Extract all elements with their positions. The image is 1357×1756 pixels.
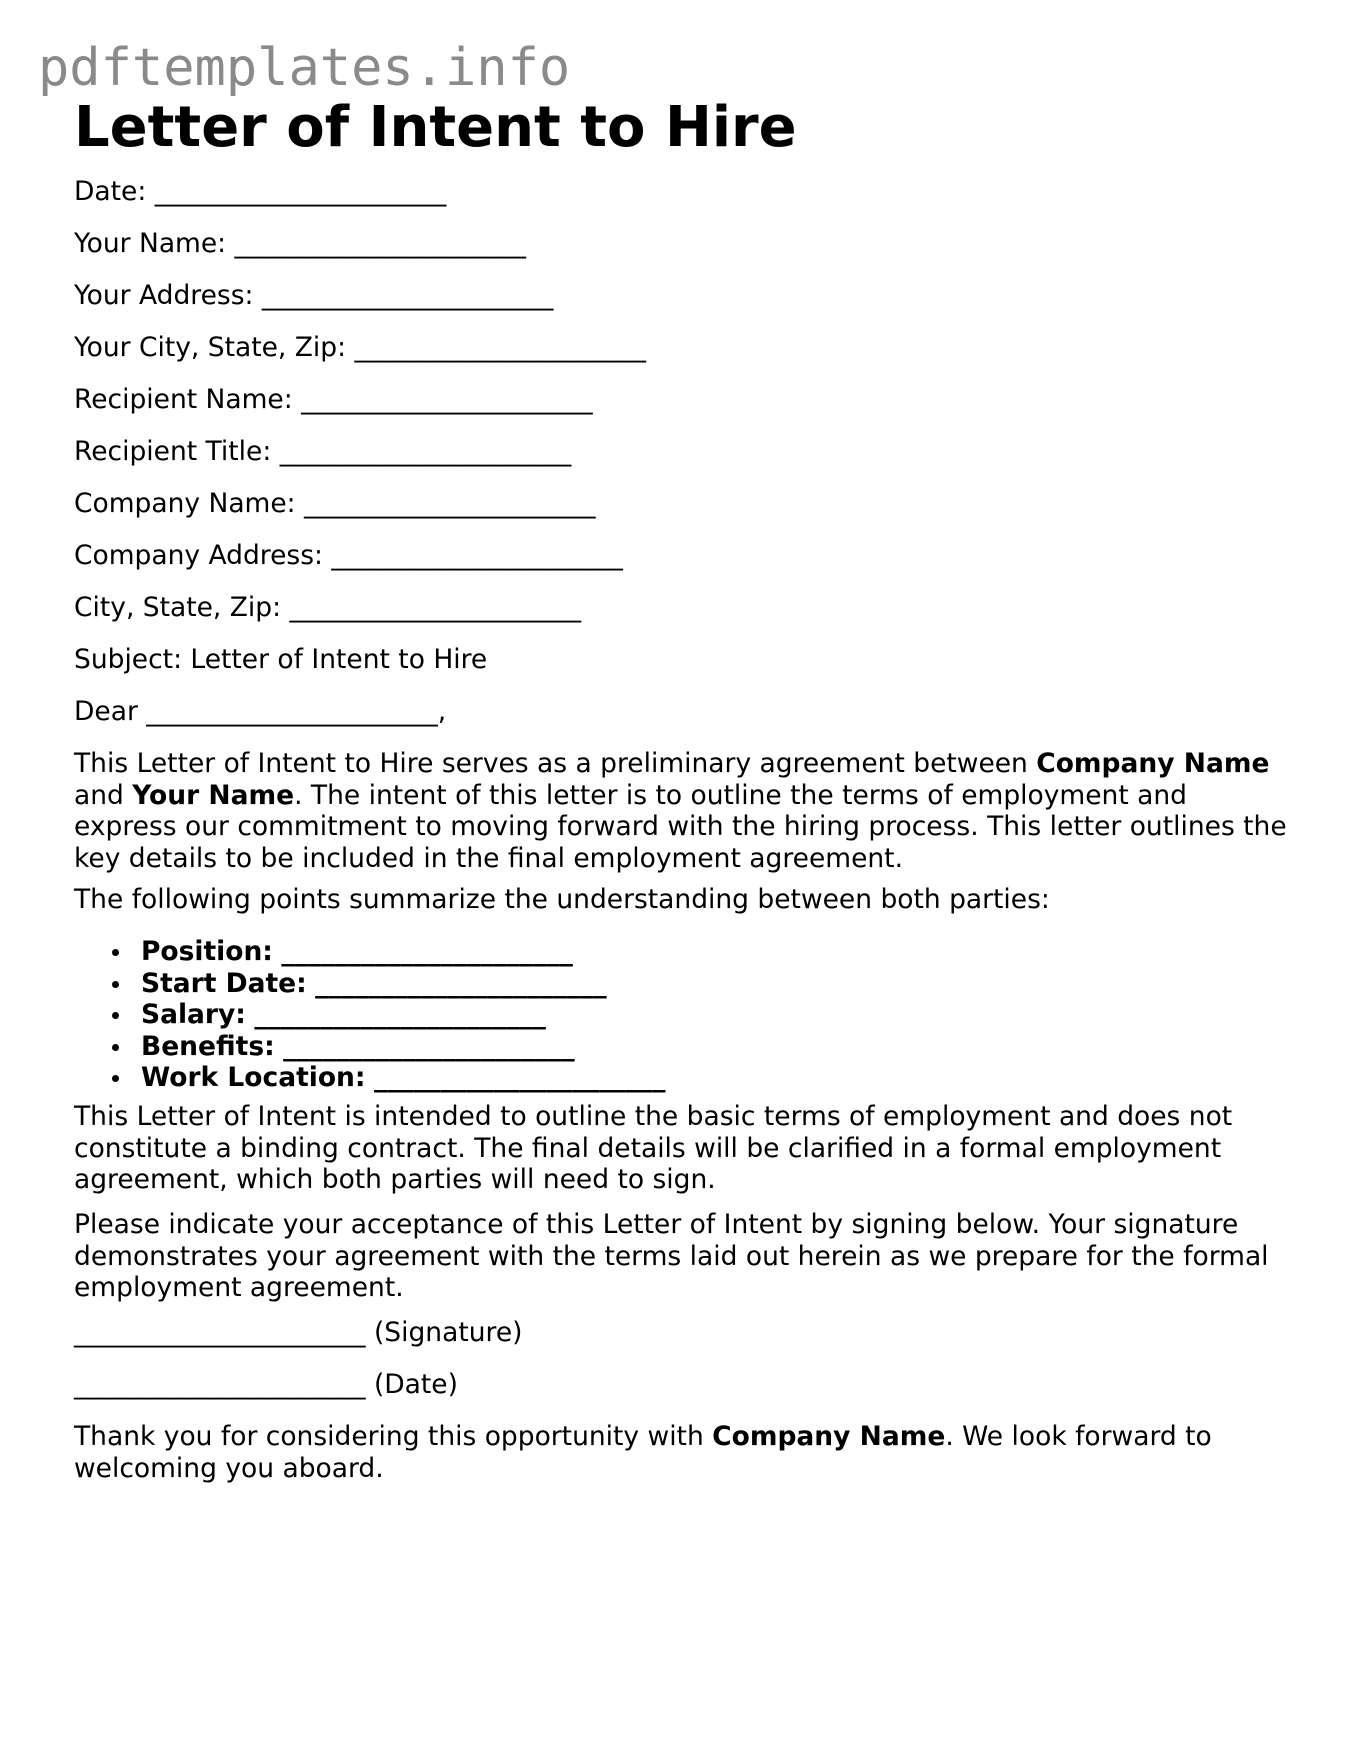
term-blank[interactable]: ______________________	[373, 1062, 666, 1093]
intro-text: and	[74, 779, 133, 811]
field-blank[interactable]: ______________________	[279, 436, 572, 467]
term-blank[interactable]: ______________________	[281, 936, 573, 967]
salutation	[74, 696, 446, 728]
watermark: pdftemplates.info	[38, 38, 571, 98]
recipient-title-field	[74, 436, 571, 468]
document-title: Letter of Intent to Hire	[74, 95, 797, 160]
field-label: City, State, Zip:	[74, 592, 282, 623]
recipient-name-field	[74, 384, 593, 416]
field-label: Your City, State, Zip:	[74, 332, 347, 363]
term-blank[interactable]: ______________________	[254, 999, 546, 1030]
intro-paragraph	[74, 748, 1294, 874]
sign-date-blank[interactable]: ______________________	[74, 1369, 366, 1400]
field-blank[interactable]: ______________________	[289, 592, 581, 623]
company-address-field	[74, 540, 623, 572]
field-blank[interactable]: ______________________	[331, 540, 623, 571]
term-blank[interactable]: ______________________	[315, 967, 607, 999]
subject-line: Subject: Letter of Intent to Hire	[74, 644, 488, 675]
field-blank[interactable]: ______________________	[354, 332, 646, 363]
field-blank[interactable]: ______________________	[261, 280, 554, 311]
acceptance-paragraph: Please indicate your acceptance of this Letter of Intent by signing below. Your signature demonstrates your agreement with the terms laid out herein as we prepare for the formal employment agreement.	[74, 1209, 1269, 1303]
signature-blank[interactable]: ______________________	[74, 1317, 366, 1348]
signature-line	[74, 1317, 522, 1349]
list-item	[74, 999, 665, 1031]
closing-text: . We look forward to welcoming you aboard.	[74, 1421, 1212, 1484]
term-label: Start Date:	[141, 967, 307, 999]
term-label: Position:	[141, 936, 273, 967]
terms-list	[74, 936, 665, 1094]
field-label: Company Address:	[74, 540, 323, 571]
field-label: Recipient Title:	[74, 436, 272, 467]
sign-date-line	[74, 1369, 458, 1401]
letter-document	[74, 95, 1294, 1484]
your-city-state-zip-field	[74, 332, 646, 364]
company-name-bold: Company Name	[1036, 748, 1270, 779]
intro-text: This Letter of Intent to Hire serves as a preliminary agreement between	[74, 748, 1037, 779]
city-state-zip-field	[74, 592, 581, 624]
field-blank[interactable]: ______________________	[154, 176, 447, 207]
list-item	[74, 1062, 665, 1094]
intro-text: . The intent of this letter is to outline the terms of employment and express our commitment to moving forward with the hiring process. This letter outlines the key details to be included in the final employment agreement.	[74, 779, 1287, 874]
term-label: Work Location:	[141, 1062, 366, 1093]
company-name-bold: Company Name	[712, 1421, 946, 1452]
list-item	[74, 968, 665, 1000]
signature-label: (Signature)	[373, 1317, 523, 1348]
field-blank[interactable]: ______________________	[234, 228, 527, 259]
your-name-field	[74, 228, 526, 260]
term-label: Benefits:	[141, 1030, 275, 1062]
sign-date-label: (Date)	[373, 1369, 458, 1400]
closing-paragraph	[74, 1421, 1294, 1484]
field-blank[interactable]: ______________________	[304, 488, 596, 519]
your-address-field	[74, 280, 553, 312]
field-label: Your Name:	[74, 228, 227, 259]
field-label: Date:	[74, 176, 147, 207]
closing-text: Thank you for considering this opportunity with	[74, 1421, 713, 1452]
term-blank[interactable]: ______________________	[283, 1030, 575, 1062]
field-label: Recipient Name:	[74, 384, 293, 415]
salutation-prefix: Dear	[74, 696, 138, 727]
salutation-suffix: ,	[437, 696, 447, 727]
field-label: Your Address:	[74, 280, 254, 311]
field-label: Company Name:	[74, 488, 296, 519]
date-field	[74, 176, 446, 208]
your-name-bold: Your Name	[132, 779, 295, 811]
field-blank[interactable]: ______________________	[301, 384, 593, 415]
recipient-blank[interactable]: ______________________	[146, 696, 438, 727]
company-name-field	[74, 488, 596, 520]
list-item	[74, 1031, 665, 1063]
summary-intro: The following points summarize the understanding between both parties:	[74, 884, 1050, 915]
disclaimer-paragraph: This Letter of Intent is intended to outline the basic terms of employment and does not constitute a binding contract. The final details will be clarified in a formal employment agreement, which both parties will need to sign.	[74, 1101, 1233, 1195]
term-label: Salary:	[141, 999, 246, 1030]
list-item	[74, 936, 665, 968]
